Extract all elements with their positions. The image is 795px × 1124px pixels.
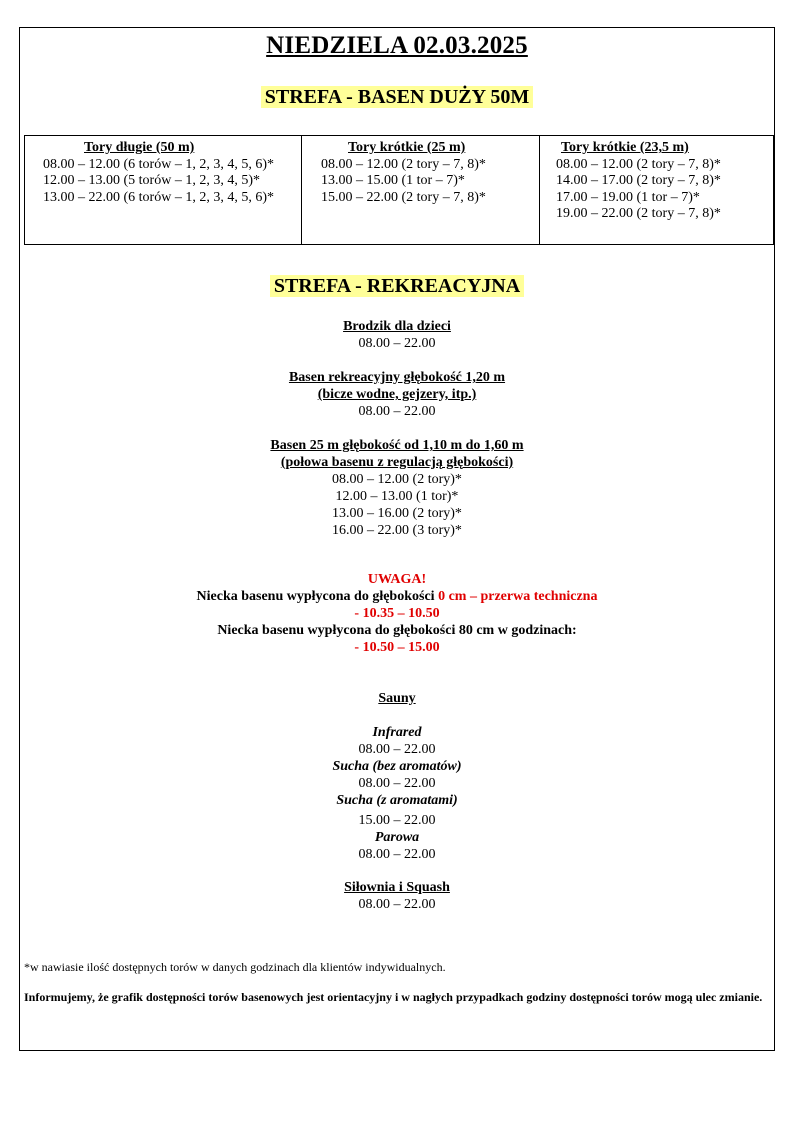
lane-row: 08.00 – 12.00 (6 torów – 1, 2, 3, 4, 5, 6)* (43, 156, 274, 172)
notice-heading: UWAGA! (367, 572, 427, 587)
footnote: *w nawiasie ilość dostępnych torów w danych godzinach dla klientów indywidualnych. (24, 960, 446, 974)
lane-row: 12.00 – 13.00 (5 torów – 1, 2, 3, 4, 5)* (43, 173, 260, 188)
lanes-column-short-25 (301, 136, 539, 244)
notice-line-3: Niecka basenu wypłycona do głębokości 80 cm w godzinach: (217, 623, 577, 638)
brodzik-hours: 08.00 – 22.00 (358, 336, 436, 351)
pool-25-section (20, 437, 774, 539)
lanes-table (24, 135, 774, 245)
lane-row: 17.00 – 19.00 (1 tor – 7)* (556, 189, 700, 205)
pool-25-row: 16.00 – 22.00 (3 tory)* (332, 523, 462, 538)
lane-row: 13.00 – 15.00 (1 tor – 7)* (321, 173, 465, 188)
pool-25-subtitle: (połowa basenu z regulacją głębokości) (280, 455, 514, 470)
lane-row: 08.00 – 12.00 (2 tory – 7, 8)* (321, 156, 486, 172)
notice-line-1 (20, 588, 774, 605)
sauna-hours: 08.00 – 22.00 (358, 742, 436, 757)
sauna-hours: 15.00 – 22.00 (358, 813, 436, 828)
recreation-pool-title: Basen rekreacyjny głębokość 1,20 m (288, 370, 506, 385)
pool-25-row: 12.00 – 13.00 (1 tor)* (335, 489, 459, 504)
page-title: NIEDZIELA 02.03.2025 (266, 32, 528, 59)
saunas-heading: Sauny (378, 691, 416, 706)
pool-25-title: Basen 25 m głębokość od 1,10 m do 1,60 m (270, 438, 524, 453)
recreation-pool-subtitle: (bicze wodne, gejzery, itp.) (317, 387, 477, 402)
pool-25-row: 13.00 – 16.00 (2 tory)* (332, 506, 462, 521)
notice-line-4: - 10.50 – 15.00 (354, 640, 440, 655)
zone-big-pool-label: STREFA - BASEN DUŻY 50M (261, 86, 533, 108)
schedule-frame (19, 27, 775, 1051)
sauna-hours: 08.00 – 22.00 (358, 776, 436, 791)
gym-section (20, 879, 774, 913)
lanes-column-long (25, 136, 301, 244)
lanes-column-short-235 (539, 136, 773, 244)
lane-row: 15.00 – 22.00 (2 tory – 7, 8)* (321, 189, 486, 205)
lane-row: 14.00 – 17.00 (2 tory – 7, 8)* (556, 173, 721, 188)
brodzik-title: Brodzik dla dzieci (343, 319, 451, 334)
zone-recreation-label: STREFA - REKREACYJNA (270, 275, 524, 297)
gym-hours: 08.00 – 22.00 (358, 897, 436, 912)
lane-row: 13.00 – 22.00 (6 torów – 1, 2, 3, 4, 5, 6)* (43, 189, 274, 205)
notice-line-2: - 10.35 – 10.50 (354, 606, 440, 621)
notice-section (20, 571, 774, 656)
saunas-section (20, 690, 774, 863)
notice-line-1-alert: 0 cm – przerwa techniczna (438, 589, 598, 604)
sauna-name: Parowa (374, 830, 420, 845)
pool-25-row: 08.00 – 12.00 (2 tory)* (332, 472, 462, 487)
gym-title: Siłownia i Squash (344, 880, 450, 895)
lanes-column-header: Tory krótkie (23,5 m) (561, 140, 689, 155)
brodzik-section (20, 318, 774, 352)
sauna-hours: 08.00 – 22.00 (358, 847, 436, 862)
sauna-name: Sucha (bez aromatów) (332, 759, 462, 774)
zone-recreation-heading (20, 275, 774, 298)
lanes-column-header: Tory długie (50 m) (84, 140, 195, 155)
sauna-name: Infrared (372, 725, 422, 740)
lanes-column-header: Tory krótkie (25 m) (348, 140, 466, 155)
info-note: Informujemy, że grafik dostępności torów basenowych jest orientacyjny i w nagłych przypadkach godziny dostępności torów mogą ulec zmianie. (24, 990, 763, 1004)
lane-row: 19.00 – 22.00 (2 tory – 7, 8)* (556, 206, 721, 221)
sauna-name: Sucha (z aromatami) (336, 793, 458, 808)
recreation-pool-section (20, 369, 774, 420)
notice-line-1-text: Niecka basenu wypłycona do głębokości (196, 589, 439, 604)
recreation-pool-hours: 08.00 – 22.00 (358, 404, 436, 419)
lane-row: 08.00 – 12.00 (2 tory – 7, 8)* (556, 156, 721, 172)
zone-big-pool-heading (20, 86, 774, 109)
